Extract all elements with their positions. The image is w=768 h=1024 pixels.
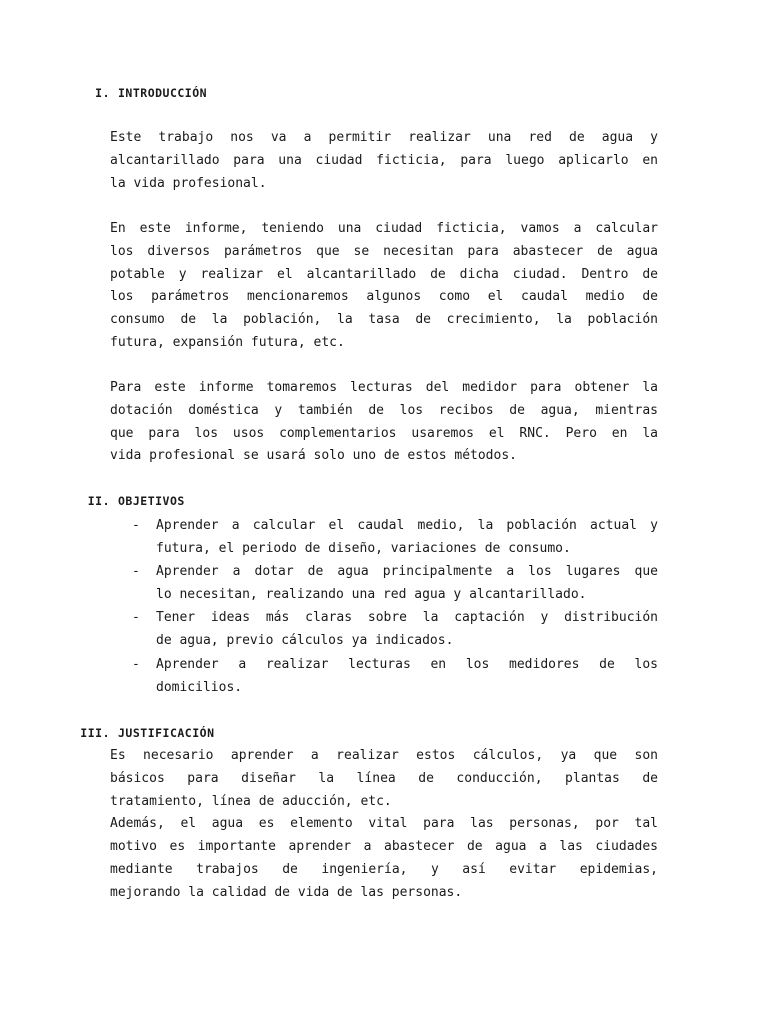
text-line: potable y realizar el alcantarillado de dicha ciudad. Dentro de [110,267,658,282]
text-line: mediante trabajos de ingeniería, y así evitar epidemias, [110,862,658,877]
bullet-dash: - [132,518,140,533]
text-line: dotación doméstica y también de los recibos de agua, mientras [110,403,658,418]
text-line: Aprender a calcular el caudal medio, la población actual y [156,518,658,533]
section-heading-introduccion [88,86,207,100]
text-line: los parámetros mencionaremos algunos como el caudal medio de [110,289,658,304]
text-line: En este informe, teniendo una ciudad ficticia, vamos a calcular [110,221,658,236]
text-line: futura, expansión futura, etc. [110,335,345,350]
text-line: Es necesario aprender a realizar estos cálculos, ya que son [110,748,658,763]
text-line: básicos para diseñar la línea de conducción, plantas de [110,771,658,786]
section-title: OBJETIVOS [118,494,185,508]
section-number: I. [95,86,110,100]
text-line: alcantarillado para una ciudad ficticia, para luego aplicarlo en [110,153,658,168]
section-number: III. [80,726,110,740]
text-line: la vida profesional. [110,176,267,191]
section-title: JUSTIFICACIÓN [118,726,215,740]
bullet-dash: - [132,657,140,672]
text-line: Además, el agua es elemento vital para las personas, por tal [110,816,658,831]
text-line: Este trabajo nos va a permitir realizar una red de agua y [110,130,658,145]
text-line: Tener ideas más claras sobre la captación y distribución [156,610,658,625]
text-line: Aprender a dotar de agua principalmente a los lugares que [156,564,658,579]
text-line: de agua, previo cálculos ya indicados. [156,633,454,648]
text-line: vida profesional se usará solo uno de estos métodos. [110,448,517,463]
text-line: consumo de la población, la tasa de crecimiento, la población [110,312,658,327]
section-heading-justificacion [72,726,215,740]
bullet-dash: - [132,564,140,579]
section-title: INTRODUCCIÓN [118,86,208,100]
text-line: motivo es importante aprender a abastecer de agua a las ciudades [110,839,658,854]
text-line: mejorando la calidad de vida de las personas. [110,885,463,900]
text-line: lo necesitan, realizando una red agua y alcantarillado. [156,587,587,602]
text-line: tratamiento, línea de aducción, etc. [110,794,392,809]
bullet-dash: - [132,610,140,625]
section-heading-objetivos [80,494,185,508]
text-line: Para este informe tomaremos lecturas del medidor para obtener la [110,380,658,395]
section-number: II. [87,494,110,508]
text-line: domicilios. [156,680,243,695]
text-line: Aprender a realizar lecturas en los medidores de los [156,657,658,672]
text-line: futura, el periodo de diseño, variaciones de consumo. [156,541,571,556]
text-line: los diversos parámetros que se necesitan para abastecer de agua [110,244,658,259]
text-line: que para los usos complementarios usaremos el RNC. Pero en la [110,426,658,441]
